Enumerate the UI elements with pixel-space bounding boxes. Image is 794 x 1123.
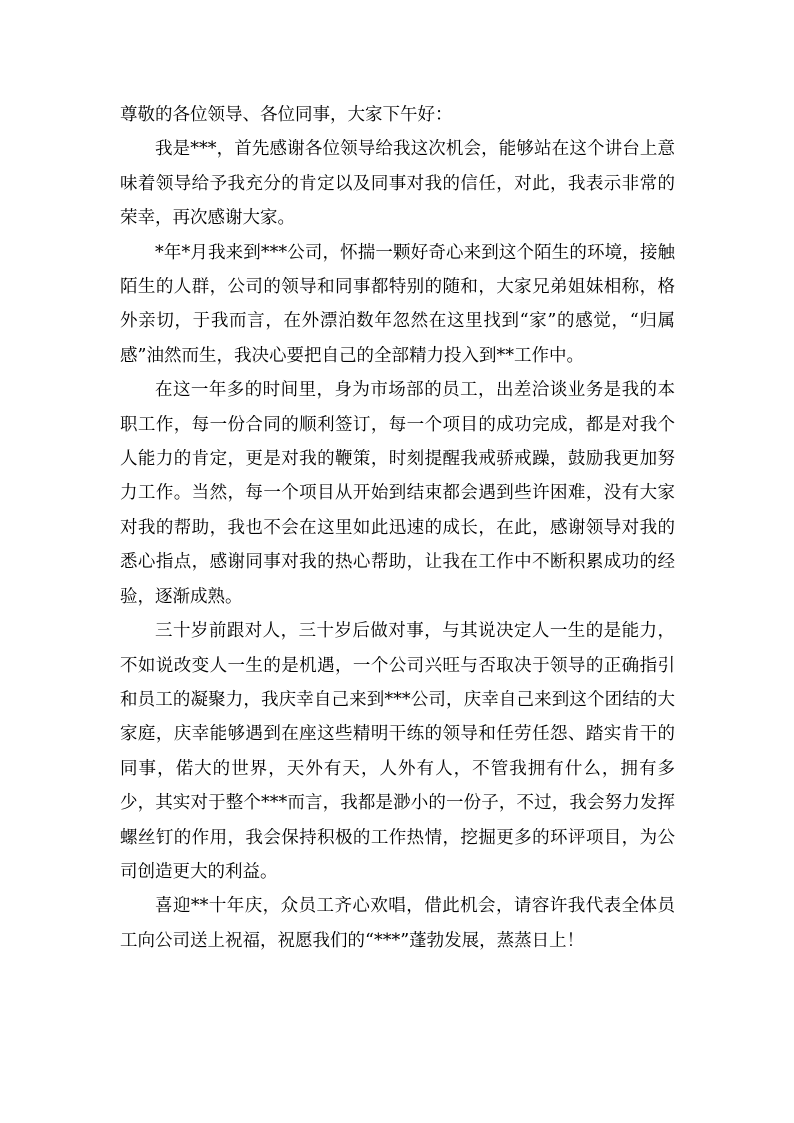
paragraph-joining-company: *年*月我来到***公司，怀揣一颗好奇心来到这个陌生的环境，接触陌生的人群，公司的领导和同事都特别的随和，大家兄弟姐妹相称，格外亲切，于我而言，在外漂泊数年忽然在这里找到“家”的感觉，“归属感”油然而生，我决心要把自己的全部精力投入到**工作中。 — [120, 242, 675, 366]
greeting: 尊敬的各位领导、各位同事，大家下午好： — [120, 105, 453, 125]
paragraph-introduction: 我是***，首先感谢各位领导给我这次机会，能够站在这个讲台上意味着领导给予我充分的肯定以及同事对我的信任，对此，我表示非常的荣幸，再次感谢大家。 — [120, 139, 675, 229]
paragraph-closing-wishes: 喜迎**十年庆，众员工齐心欢唱，借此机会，请容许我代表全体员工向公司送上祝福，祝愿我们的“***”蓬勃发展，蒸蒸日上！ — [120, 896, 675, 951]
paragraph-reflection: 三十岁前跟对人，三十岁后做对事，与其说决定人一生的是能力，不如说改变人一生的是机遇，一个公司兴旺与否取决于领导的正确指引和员工的凝聚力，我庆幸自己来到***公司，庆幸自己来到这个团结的大家庭，庆幸能够遇到在座这些精明干练的领导和任劳任怨、踏实肯干的同事，偌大的世界，天外有天，人外有人，不管我拥有什么，拥有多少，其实对于整个***而言，我都是渺小的一份子，不过，我会努力发挥螺丝钉的作用，我会保持积极的工作热情，挖掘更多的环评项目，为公司创造更大的利益。 — [120, 621, 675, 882]
paragraph-work-experience: 在这一年多的时间里，身为市场部的员工，出差洽谈业务是我的本职工作，每一份合同的顺利签订，每一个项目的成功完成，都是对我个人能力的肯定，更是对我的鞭策，时刻提醒我戒骄戒躁，鼓励我更加努力工作。当然，每一个项目从开始到结束都会遇到些许困难，没有大家对我的帮助，我也不会在这里如此迅速的成长，在此，感谢领导对我的悉心指点，感谢同事对我的热心帮助，让我在工作中不断积累成功的经验，逐渐成熟。 — [120, 380, 675, 607]
speech-body — [120, 98, 675, 958]
